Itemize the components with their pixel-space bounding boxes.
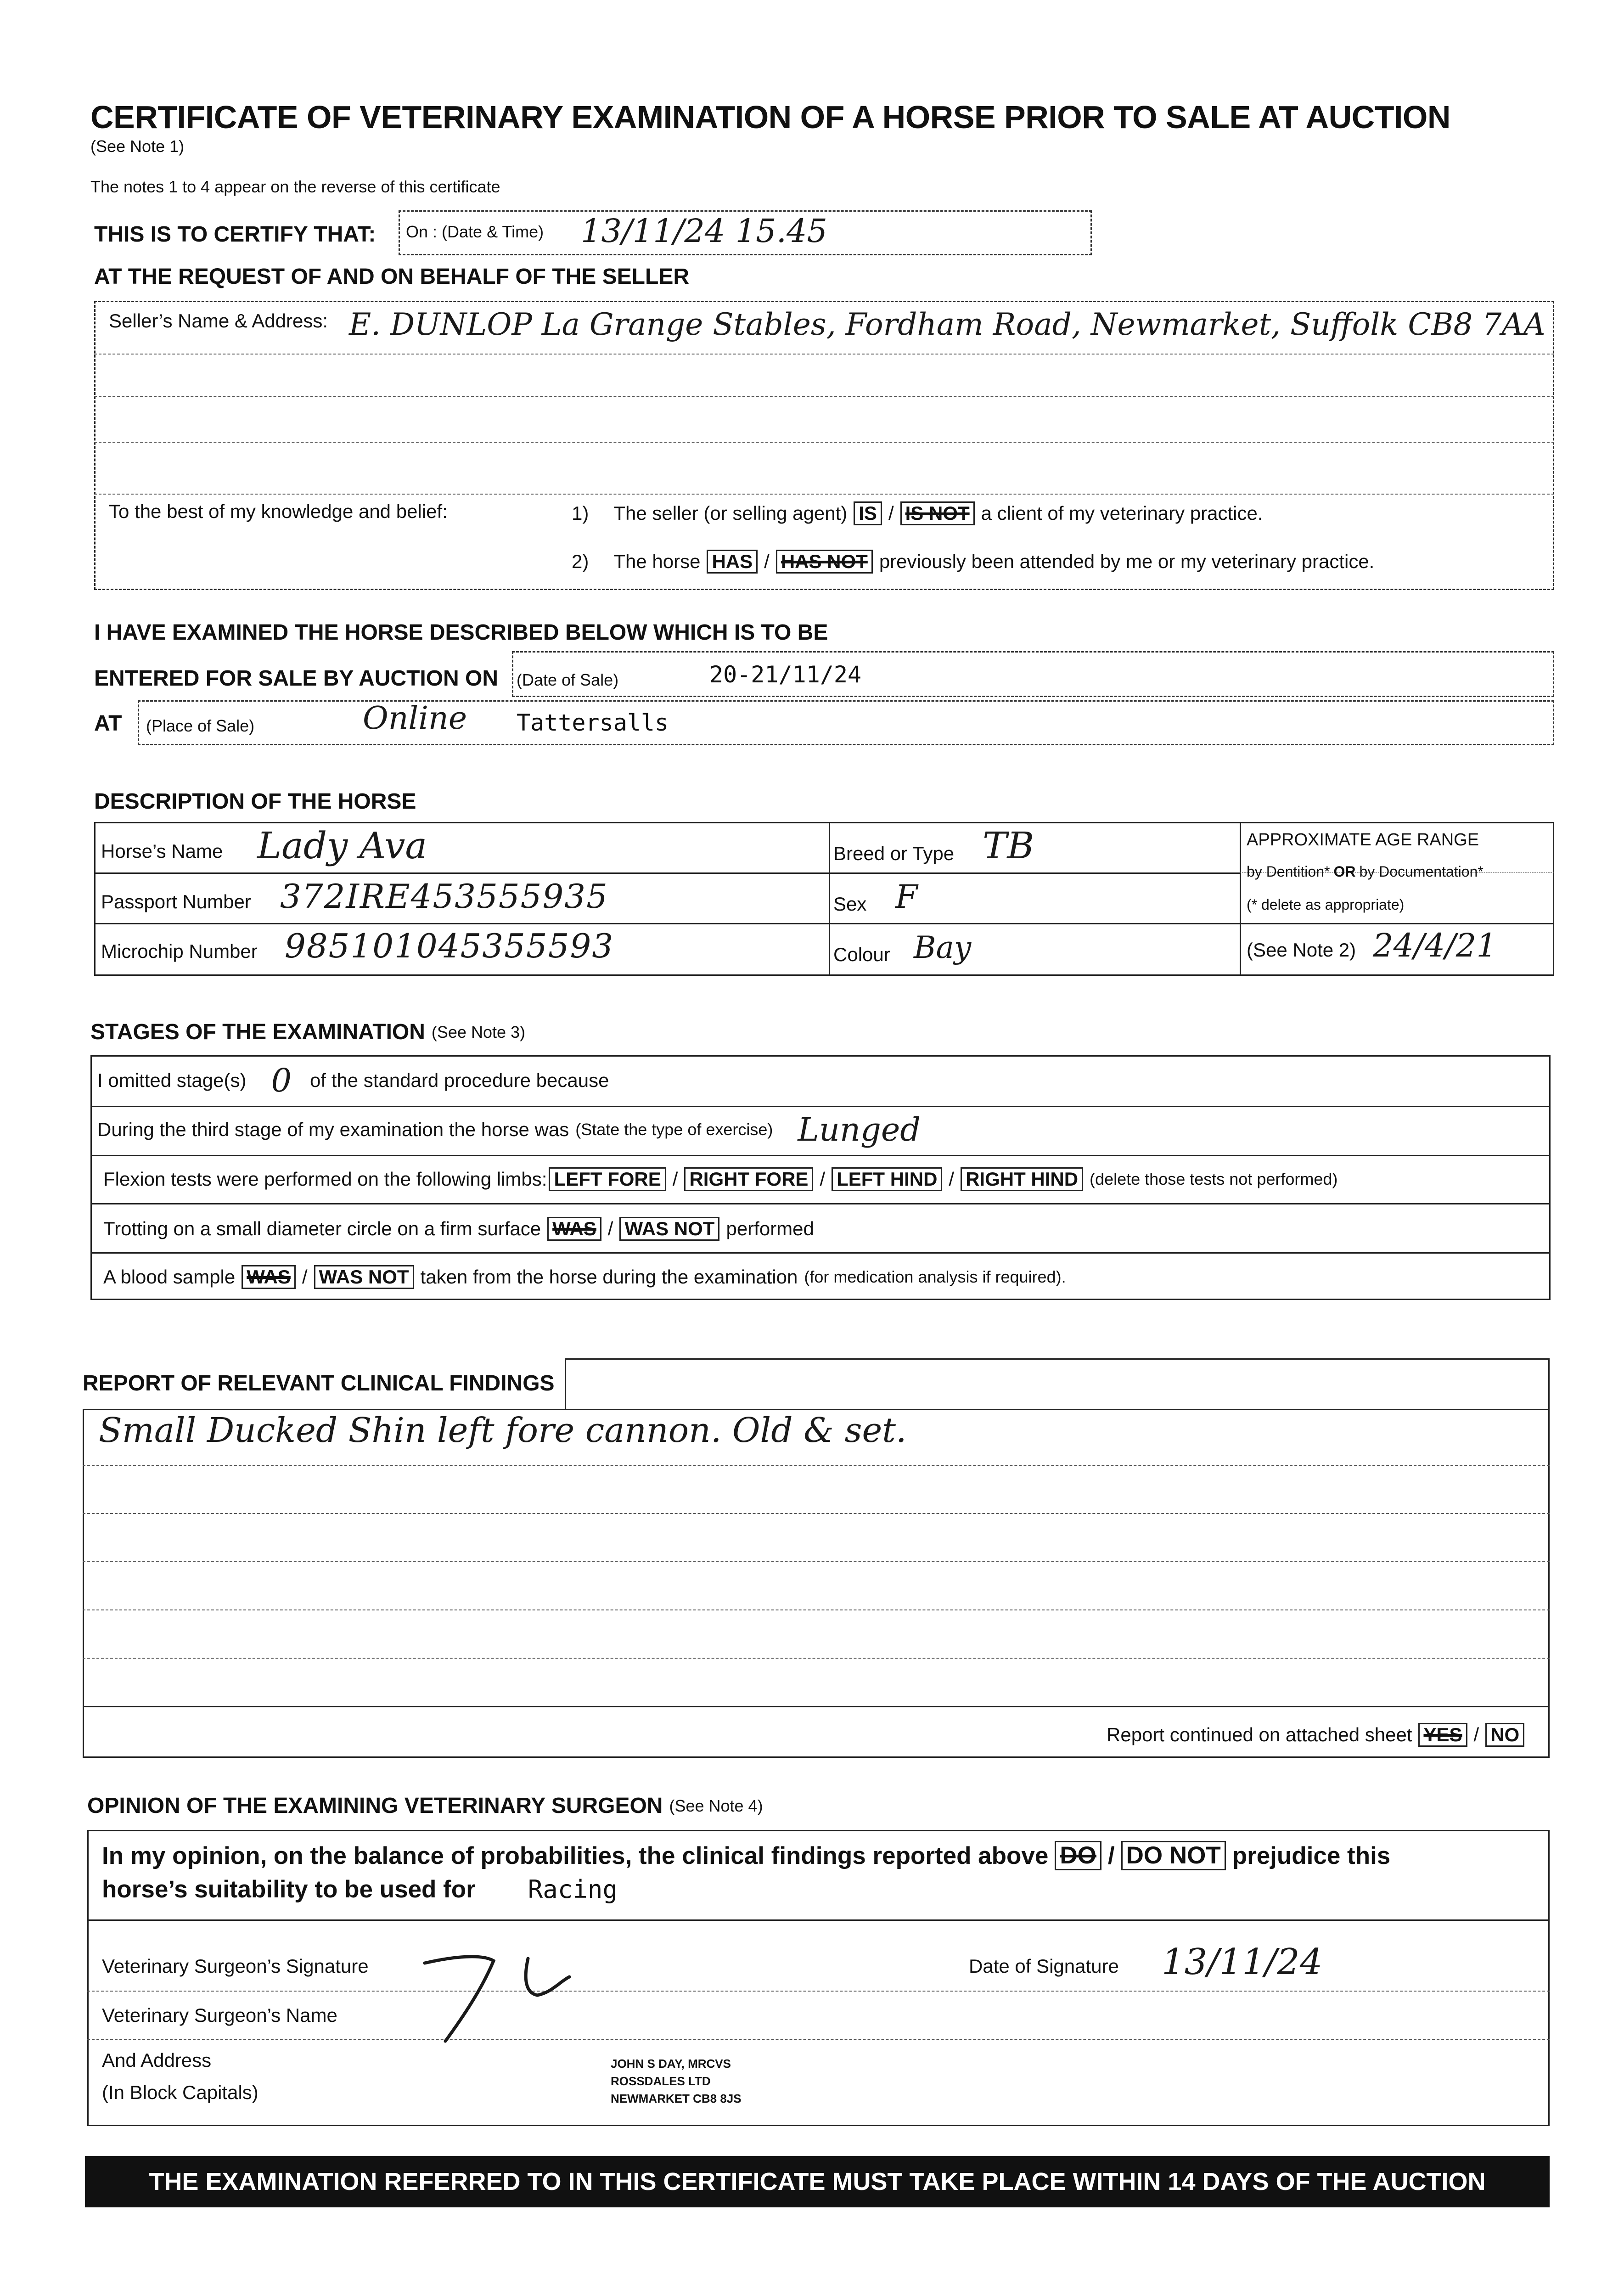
- intended-use-value[interactable]: Racing: [528, 1874, 618, 1904]
- trotting-row: [103, 1214, 820, 1244]
- microchip-label: Microchip Number: [101, 940, 258, 962]
- date-of-sale-label: (Date of Sale): [517, 670, 619, 689]
- blood-text: A blood sample: [103, 1266, 236, 1288]
- trot-was-option[interactable]: WAS: [547, 1217, 601, 1241]
- blood-was-not-option[interactable]: WAS NOT: [314, 1265, 414, 1289]
- colour-label: Colour: [833, 944, 890, 965]
- flexion-right-hind[interactable]: RIGHT HIND: [961, 1167, 1083, 1191]
- report-heading-box: [565, 1358, 1550, 1409]
- datetime-value: 13/11/24 15.45: [581, 212, 828, 250]
- separator: /: [764, 551, 770, 572]
- horse-heading: DESCRIPTION OF THE HORSE: [94, 789, 416, 814]
- place-handwritten: Online: [363, 700, 467, 737]
- separator: /: [302, 1266, 308, 1288]
- omitted-row: [97, 1064, 615, 1097]
- place-of-sale-label: (Place of Sale): [146, 716, 255, 735]
- footer-banner-text: THE EXAMINATION REFERRED TO IN THIS CERTIFICATE MUST TAKE PLACE WITHIN 14 DAYS OF THE AUCTION: [149, 2168, 1486, 2195]
- horse-attended-row: [572, 546, 1381, 577]
- third-stage-row: [97, 1111, 927, 1148]
- separator: /: [607, 1218, 613, 1239]
- report-box[interactable]: [83, 1409, 1550, 1758]
- flexion-note: (delete those tests not performed): [1090, 1170, 1338, 1188]
- colour-value[interactable]: Bay: [914, 930, 972, 965]
- blood-note: (for medication analysis if required).: [804, 1267, 1066, 1286]
- third-stage-text: During the third stage of my examination the horse was: [97, 1119, 569, 1140]
- item2-number: 2): [572, 551, 589, 572]
- blood-end: taken from the horse during the examination: [420, 1266, 798, 1288]
- age-by-documentation[interactable]: by Documentation*: [1359, 863, 1484, 880]
- footer-banner: [85, 2156, 1550, 2207]
- sex-label: Sex: [833, 893, 867, 915]
- item1-text-b: a client of my veterinary practice.: [981, 502, 1263, 524]
- separator: /: [1473, 1724, 1479, 1745]
- age-or: OR: [1333, 863, 1356, 880]
- place-of-sale-field[interactable]: [138, 700, 1554, 745]
- seller-client-row: [572, 498, 1270, 529]
- option-has[interactable]: HAS: [707, 550, 758, 574]
- age-delete-note: (* delete as appropriate): [1247, 896, 1405, 913]
- horse-name-label: Horse’s Name: [101, 840, 223, 862]
- trotting-text: Trotting on a small diameter circle on a firm surface: [103, 1218, 541, 1239]
- notes-line: The notes 1 to 4 appear on the reverse of this certificate: [90, 177, 500, 196]
- datetime-label: On : (Date & Time): [406, 222, 544, 241]
- breed-value[interactable]: TB: [983, 824, 1034, 867]
- certify-label: THIS IS TO CERTIFY THAT:: [94, 222, 376, 247]
- option-is-not[interactable]: IS NOT: [900, 501, 975, 525]
- breed-label: Breed or Type: [833, 843, 955, 864]
- third-stage-value[interactable]: Lunged: [798, 1111, 921, 1148]
- seller-label: Seller’s Name & Address:: [109, 310, 328, 332]
- report-line-1[interactable]: Small Ducked Shin left fore cannon. Old & set.: [99, 1411, 907, 1450]
- opinion-use-row: [102, 1873, 624, 1906]
- address-label-a: And Address: [102, 2049, 212, 2071]
- separator: /: [949, 1168, 955, 1190]
- blood-was-option[interactable]: WAS: [242, 1265, 296, 1289]
- seller-value[interactable]: E. DUNLOP La Grange Stables, Fordham Road, Newmarket, Suffolk CB8 7AA: [349, 307, 1545, 342]
- flexion-row: [103, 1164, 1344, 1194]
- continued-yes-option[interactable]: YES: [1418, 1723, 1467, 1747]
- stamp-line-2: ROSSDALES LTD: [611, 2074, 711, 2088]
- address-label-b: (In Block Capitals): [102, 2082, 258, 2103]
- examined-line: I HAVE EXAMINED THE HORSE DESCRIBED BELOW WHICH IS TO BE: [94, 620, 828, 645]
- vet-stamp: [611, 2055, 742, 2107]
- item2-text-b: previously been attended by me or my veterinary practice.: [879, 551, 1375, 572]
- blood-sample-row: [103, 1262, 1073, 1292]
- report-heading: REPORT OF RELEVANT CLINICAL FINDINGS: [83, 1371, 555, 1396]
- trotting-end: performed: [726, 1218, 814, 1239]
- report-continued-label: Report continued on attached sheet: [1107, 1724, 1412, 1745]
- continued-no-option[interactable]: NO: [1485, 1723, 1524, 1747]
- flexion-left-hind[interactable]: LEFT HIND: [832, 1167, 942, 1191]
- separator: /: [888, 502, 894, 524]
- knowledge-label: To the best of my knowledge and belief:: [109, 501, 448, 522]
- date-of-sale-value: 20-21/11/24: [709, 661, 862, 688]
- item2-text-a: The horse: [613, 551, 701, 572]
- sex-value[interactable]: F: [895, 878, 918, 916]
- surgeon-name-label: Veterinary Surgeon’s Name: [102, 2004, 337, 2026]
- request-line: AT THE REQUEST OF AND ON BEHALF OF THE SELLER: [94, 264, 689, 289]
- passport-label: Passport Number: [101, 891, 251, 912]
- opinion-do-option[interactable]: DO: [1055, 1841, 1101, 1870]
- horse-name-value[interactable]: Lady Ava: [257, 824, 427, 867]
- stages-heading-note: (See Note 3): [431, 1022, 526, 1041]
- separator: /: [820, 1168, 826, 1190]
- opinion-heading-note: (See Note 4): [669, 1796, 763, 1815]
- item1-text-a: The seller (or selling agent): [613, 502, 848, 524]
- date-signature-label: Date of Signature: [969, 1955, 1119, 1977]
- signature-scribble: [413, 1938, 606, 2048]
- flexion-text: Flexion tests were performed on the following limbs:: [103, 1168, 547, 1190]
- opinion-text-b: prejudice this: [1232, 1842, 1391, 1869]
- flexion-right-fore[interactable]: RIGHT FORE: [684, 1167, 813, 1191]
- entered-label: ENTERED FOR SALE BY AUCTION ON: [94, 666, 499, 691]
- date-of-sale-field[interactable]: [512, 651, 1554, 697]
- separator: /: [672, 1168, 678, 1190]
- passport-value[interactable]: 372IRE453555935: [280, 877, 608, 916]
- omitted-text-a: I omitted stage(s): [97, 1069, 247, 1091]
- see-note-1: (See Note 1): [90, 137, 185, 156]
- report-continued-row: [1107, 1720, 1531, 1750]
- omitted-text-b: of the standard procedure because: [310, 1069, 609, 1091]
- opinion-text-a: In my opinion, on the balance of probabilities, the clinical findings reported above: [102, 1842, 1049, 1869]
- microchip-value[interactable]: 985101045355593: [285, 927, 614, 965]
- opinion-heading-row: [87, 1793, 770, 1818]
- place-typed: Tattersalls: [517, 709, 669, 736]
- opinion-do-not-option[interactable]: DO NOT: [1121, 1841, 1226, 1870]
- item1-number: 1): [572, 502, 589, 524]
- date-signature-value[interactable]: 13/11/24: [1162, 1941, 1323, 1983]
- at-label: AT: [94, 711, 122, 736]
- option-is[interactable]: IS: [854, 501, 882, 525]
- trot-was-not-option[interactable]: WAS NOT: [619, 1217, 719, 1241]
- stages-heading-row: [90, 1019, 532, 1045]
- third-stage-note: (State the type of exercise): [575, 1120, 773, 1139]
- certificate-title: CERTIFICATE OF VETERINARY EXAMINATION OF A HORSE PRIOR TO SALE AT AUCTION: [90, 99, 1450, 135]
- opinion-heading: OPINION OF THE EXAMINING VETERINARY SURGEON: [87, 1794, 663, 1818]
- opinion-text-c: horse’s suitability to be used for: [102, 1875, 476, 1903]
- signature-label: Veterinary Surgeon’s Signature: [102, 1955, 369, 1977]
- age-method-row: [1247, 863, 1490, 880]
- option-has-not[interactable]: HAS NOT: [776, 550, 873, 574]
- stages-heading: STAGES OF THE EXAMINATION: [90, 1020, 425, 1044]
- age-value[interactable]: 24/4/21: [1373, 927, 1497, 964]
- age-see-note: (See Note 2): [1247, 939, 1356, 961]
- opinion-statement-row: [102, 1839, 1397, 1872]
- omitted-value[interactable]: 0: [271, 1062, 292, 1099]
- age-heading: APPROXIMATE AGE RANGE: [1247, 830, 1479, 850]
- age-by-dentition[interactable]: by Dentition*: [1247, 863, 1330, 880]
- stamp-line-1: JOHN S DAY, MRCVS: [611, 2057, 731, 2071]
- flexion-left-fore[interactable]: LEFT FORE: [549, 1167, 666, 1191]
- stamp-line-3: NEWMARKET CB8 8JS: [611, 2092, 742, 2105]
- separator: /: [1107, 1842, 1115, 1869]
